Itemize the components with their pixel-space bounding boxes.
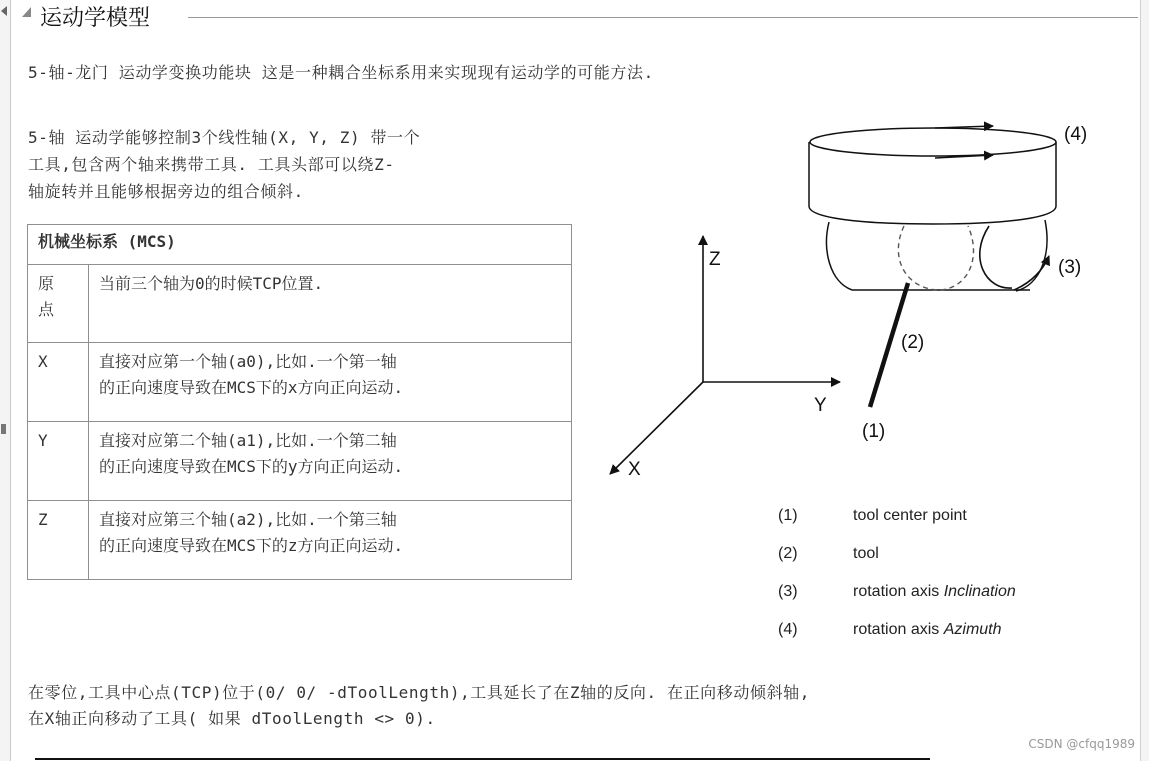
legend-text: tool (853, 545, 879, 562)
z-axis-label: Z (709, 249, 721, 270)
description-line: 5-轴 运动学能够控制3个线性轴(X, Y, Z) 带一个 (28, 128, 421, 147)
table-row (28, 501, 572, 580)
gutter-marker (1, 424, 6, 434)
legend-text: rotation axis Inclination (853, 583, 1016, 600)
description-line: 工具,包含两个轴来携带工具. 工具头部可以绕Z- (28, 155, 395, 174)
section-divider (188, 17, 1138, 18)
section-corner-icon (22, 7, 31, 17)
legend-num: (2) (778, 545, 798, 562)
bottom-rule (35, 758, 930, 760)
callout-4: (4) (1064, 124, 1088, 145)
table-header-row (28, 225, 572, 265)
note-line: 在X轴正向移动了工具( 如果 dToolLength <> 0). (28, 709, 436, 728)
row-key: 原 点 (28, 265, 89, 343)
mcs-table (27, 224, 572, 580)
table-header: 机械坐标系 (MCS) (28, 225, 572, 265)
callout-1: (1) (862, 421, 886, 442)
legend-text: tool center point (853, 507, 967, 524)
left-gutter (0, 0, 11, 761)
row-key: Z (28, 501, 89, 580)
legend-text: rotation axis Azimuth (853, 621, 1002, 638)
table-row (28, 343, 572, 422)
legend-num: (3) (778, 583, 798, 600)
collapse-arrow-icon[interactable] (1, 6, 7, 16)
tool-head (809, 126, 1056, 407)
description-paragraph (28, 124, 588, 205)
intro-text: 5-轴-龙门 运动学变换功能块 这是一种耦合坐标系用来实现现有运动学的可能方法. (28, 63, 654, 82)
row-desc: 直接对应第二个轴(a1),比如.一个第二轴 的正向速度导致在MCS下的y方向正向运动. (89, 422, 572, 501)
watermark: CSDN @cfqq1989 (1028, 737, 1135, 751)
zero-position-note (28, 680, 810, 732)
right-scrollbar[interactable] (1140, 0, 1149, 761)
callout-2: (2) (901, 332, 925, 353)
description-line: 轴旋转并且能够根据旁边的组合倾斜. (28, 182, 304, 201)
coordinate-axes (610, 236, 840, 480)
note-line: 在零位,工具中心点(TCP)位于(0/ 0/ -dToolLength),工具延长了在Z轴的反向. 在正向移动倾斜轴, (28, 683, 811, 702)
row-key: Y (28, 422, 89, 501)
row-desc: 直接对应第一个轴(a0),比如.一个第一轴 的正向速度导致在MCS下的x方向正向运动. (89, 343, 572, 422)
kinematics-diagram (590, 110, 1130, 490)
legend-num: (4) (778, 621, 798, 638)
legend-num: (1) (778, 507, 798, 524)
row-desc: 当前三个轴为0的时候TCP位置. (89, 265, 572, 343)
table-row (28, 422, 572, 501)
row-desc: 直接对应第三个轴(a2),比如.一个第三轴 的正向速度导致在MCS下的z方向正向运动. (89, 501, 572, 580)
row-key: X (28, 343, 89, 422)
section-title: 运动学模型 (40, 6, 151, 31)
x-axis-label: X (628, 459, 641, 480)
table-row (28, 265, 572, 343)
callout-3: (3) (1058, 257, 1082, 278)
y-axis-label: Y (814, 395, 827, 416)
